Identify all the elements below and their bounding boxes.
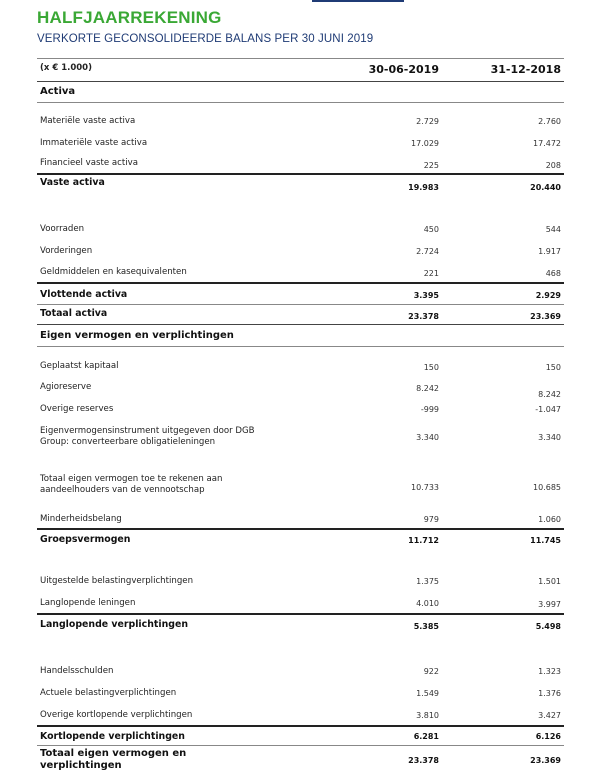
row-label: Immateriële vaste activa: [40, 138, 148, 148]
row-label: Overige reserves: [40, 404, 114, 414]
row-divider: [37, 304, 564, 305]
row-label: Overige kortlopende verplichtingen: [40, 710, 193, 720]
row-divider: [37, 346, 564, 347]
subtotal-rule: [37, 528, 564, 530]
row-value-2019: 3.395: [413, 291, 439, 300]
row-value-2018: 3.997: [538, 600, 561, 609]
row-value-2019: 10.733: [411, 483, 439, 492]
row-value-2018: 468: [545, 269, 561, 278]
row-value-2018: 20.440: [530, 183, 561, 192]
row-value-2018: 23.369: [530, 756, 561, 765]
total-rule: [37, 324, 564, 325]
page-subtitle: VERKORTE GECONSOLIDEERDE BALANS PER 30 JUNI 2019: [37, 33, 374, 45]
row-value-2018: 1.501: [538, 577, 561, 586]
row-label: Uitgestelde belastingverplichtingen: [40, 576, 194, 586]
row-divider: [37, 745, 564, 746]
row-value-2019: 922: [423, 667, 439, 676]
row-value-2019: 17.029: [411, 139, 439, 148]
column-header-2019: 30-06-2019: [368, 63, 439, 76]
row-label: Kortlopende verplichtingen: [40, 731, 185, 742]
row-label: Totaal activa: [40, 308, 108, 319]
row-label: Vlottende activa: [40, 289, 128, 300]
row-label: Minderheidsbelang: [40, 514, 122, 524]
row-value-2018: 1.060: [538, 515, 561, 524]
row-value-2019: 150: [423, 363, 439, 372]
row-value-2019: 4.010: [416, 599, 439, 608]
section-label: Eigen vermogen en verplichtingen: [40, 330, 234, 341]
unit-label: (x € 1.000): [40, 63, 92, 73]
top-accent-rule: [312, 0, 404, 2]
subtotal-rule: [37, 613, 564, 615]
row-label: Actuele belastingverplichtingen: [40, 688, 177, 698]
header-top-rule: [37, 58, 564, 59]
row-label: Agioreserve: [40, 382, 92, 392]
row-label: Groepsvermogen: [40, 534, 131, 545]
row-value-2018: 2.929: [535, 291, 561, 300]
row-label: Financieel vaste activa: [40, 158, 138, 168]
row-value-2019: 1.549: [416, 689, 439, 698]
row-label: Materiële vaste activa: [40, 116, 136, 126]
row-value-2019: 221: [423, 269, 439, 278]
row-value-2018: 1.323: [538, 667, 561, 676]
row-label: Langlopende leningen: [40, 598, 136, 608]
row-value-2018: 6.126: [535, 732, 561, 741]
row-value-2018: 1.376: [538, 689, 561, 698]
row-value-2018: 5.498: [535, 622, 561, 631]
row-value-2018: 208: [545, 161, 561, 170]
row-value-2018: -1.047: [535, 405, 561, 414]
row-label: Eigenvermogensinstrument uitgegeven door DGB Group: converteerbare obligatieleningen: [40, 426, 255, 447]
subtotal-rule: [37, 725, 564, 727]
row-value-2019: -999: [420, 405, 439, 414]
row-label: Vorderingen: [40, 246, 93, 256]
row-value-2018: 17.472: [533, 139, 561, 148]
row-value-2018: 11.745: [530, 536, 561, 545]
row-value-2019: 225: [423, 161, 439, 170]
row-label: Totaal eigen vermogen toe te rekenen aan aandeelhouders van de vennootschap: [40, 474, 223, 495]
row-label: Langlopende verplichtingen: [40, 619, 188, 630]
row-label: Vaste activa: [40, 177, 105, 188]
row-label: Geplaatst kapitaal: [40, 361, 119, 371]
header-bottom-rule: [37, 81, 564, 82]
row-divider: [37, 102, 564, 103]
subtotal-rule: [37, 282, 564, 284]
row-value-2018: 150: [545, 363, 561, 372]
row-value-2019: 2.729: [416, 117, 439, 126]
row-value-2019: 2.724: [416, 247, 439, 256]
row-value-2019: 5.385: [413, 622, 439, 631]
row-value-2019: 6.281: [413, 732, 439, 741]
subtotal-rule: [37, 173, 564, 175]
row-value-2019: 3.810: [416, 711, 439, 720]
row-value-2018: 10.685: [533, 483, 561, 492]
row-label: Totaal eigen vermogen en verplichtingen: [40, 748, 187, 771]
row-label: Geldmiddelen en kasequivalenten: [40, 267, 187, 277]
row-value-2019: 979: [423, 515, 439, 524]
row-value-2019: 1.375: [416, 577, 439, 586]
row-value-2019: 3.340: [416, 433, 439, 442]
section-label: Activa: [40, 86, 76, 97]
row-value-2018: 2.760: [538, 117, 561, 126]
column-header-2018: 31-12-2018: [490, 63, 561, 76]
row-value-2018: 3.340: [538, 433, 561, 442]
row-label: Handelsschulden: [40, 666, 114, 676]
row-value-2019: 23.378: [408, 312, 439, 321]
row-value-2018: 1.917: [538, 247, 561, 256]
row-value-2018: 8.242: [538, 390, 561, 399]
row-value-2018: 3.427: [538, 711, 561, 720]
row-value-2019: 450: [423, 225, 439, 234]
row-value-2019: 11.712: [408, 536, 439, 545]
row-value-2019: 8.242: [416, 384, 439, 393]
row-value-2019: 23.378: [408, 756, 439, 765]
row-label: Voorraden: [40, 224, 85, 234]
row-value-2018: 23.369: [530, 312, 561, 321]
row-value-2018: 544: [545, 225, 561, 234]
row-value-2019: 19.983: [408, 183, 439, 192]
page-title: HALFJAARREKENING: [37, 8, 222, 27]
